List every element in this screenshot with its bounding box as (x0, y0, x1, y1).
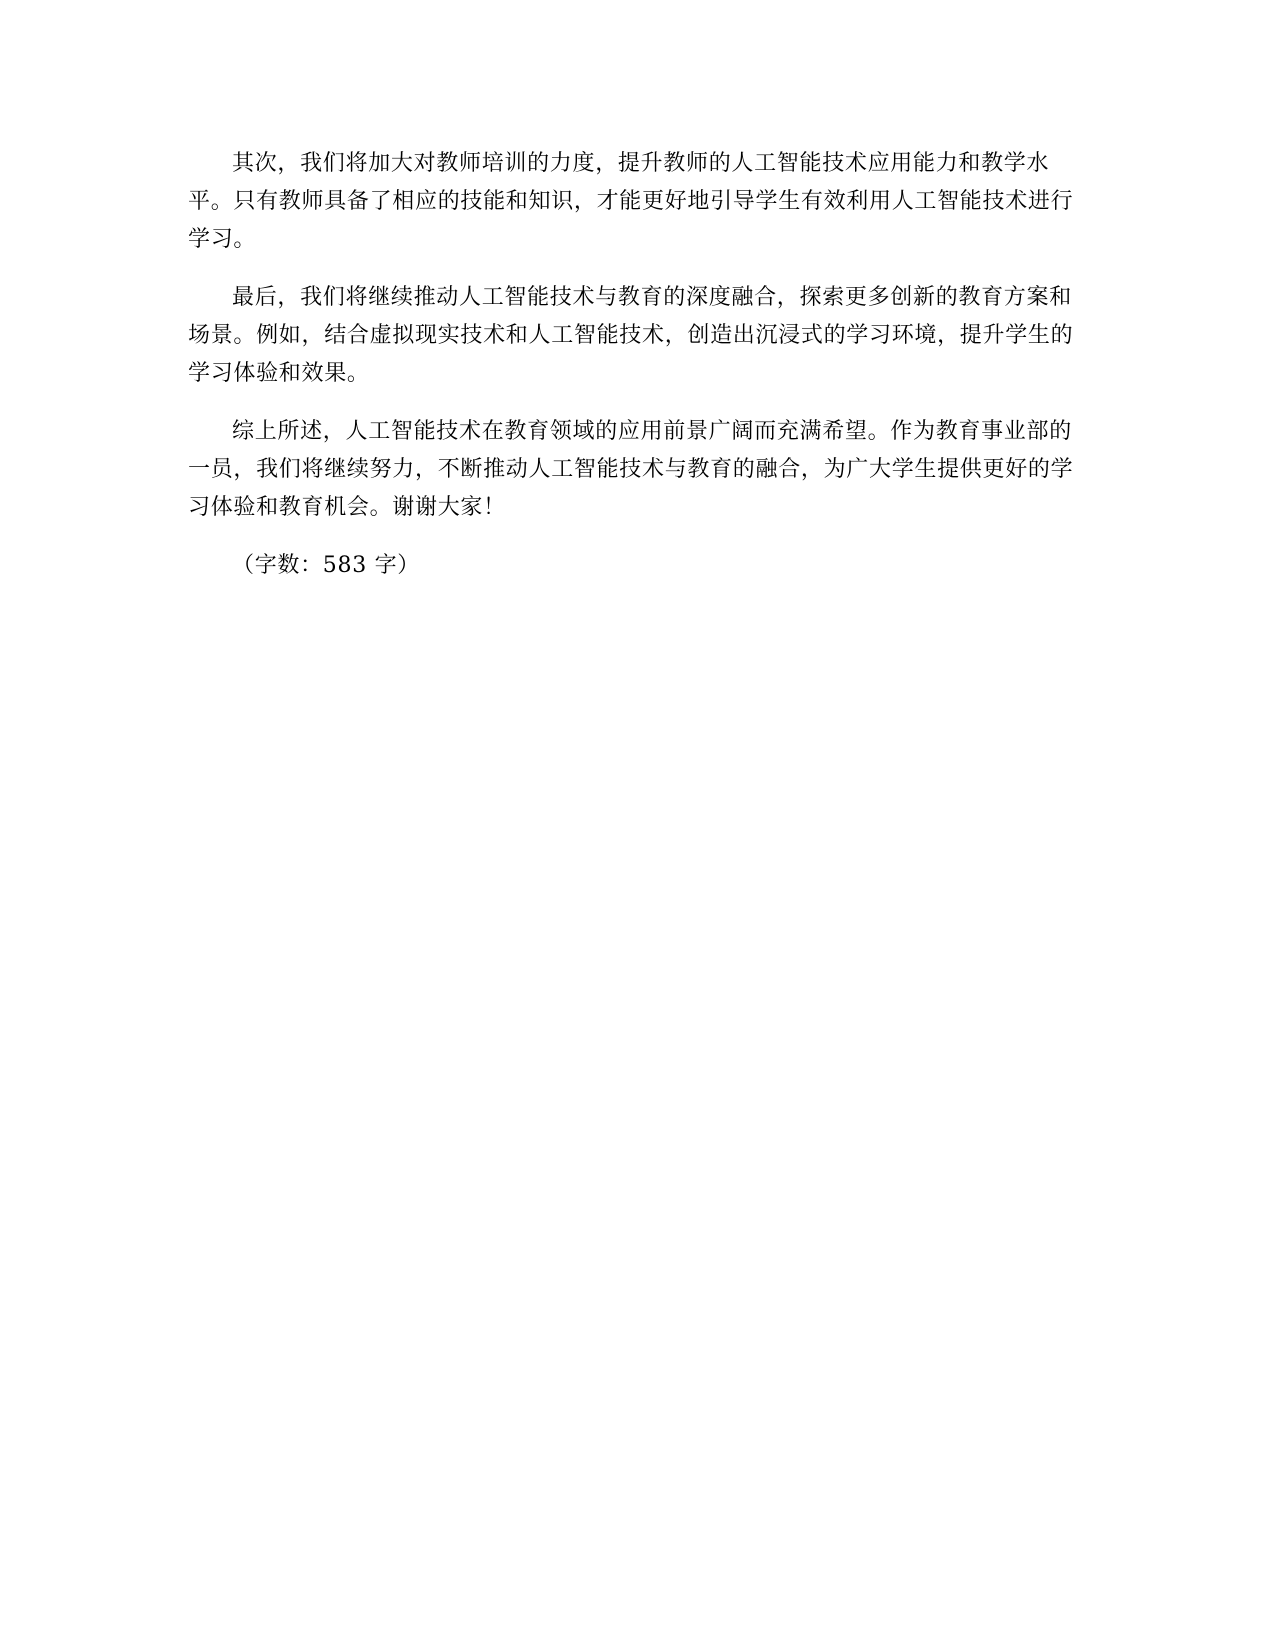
word-count-note: （字数：583 字） (232, 553, 420, 578)
paragraph-conclusion: 综上所述，人工智能技术在教育领域的应用前景广阔而充满希望。作为教育事业部的一员，我们将继续努力，不断推动人工智能技术与教育的融合，为广大学生提供更好的学习体验和教育机会。谢谢大家！ (188, 419, 1074, 520)
paragraph-deep-integration: 最后，我们将继续推动人工智能技术与教育的深度融合，探索更多创新的教育方案和场景。例如，结合虚拟现实技术和人工智能技术，创造出沉浸式的学习环境，提升学生的学习体验和效果。 (188, 285, 1074, 386)
paragraph-teacher-training: 其次，我们将加大对教师培训的力度，提升教师的人工智能技术应用能力和教学水平。只有教师具备了相应的技能和知识，才能更好地引导学生有效利用人工智能技术进行学习。 (188, 151, 1074, 252)
document-body (188, 145, 1093, 585)
